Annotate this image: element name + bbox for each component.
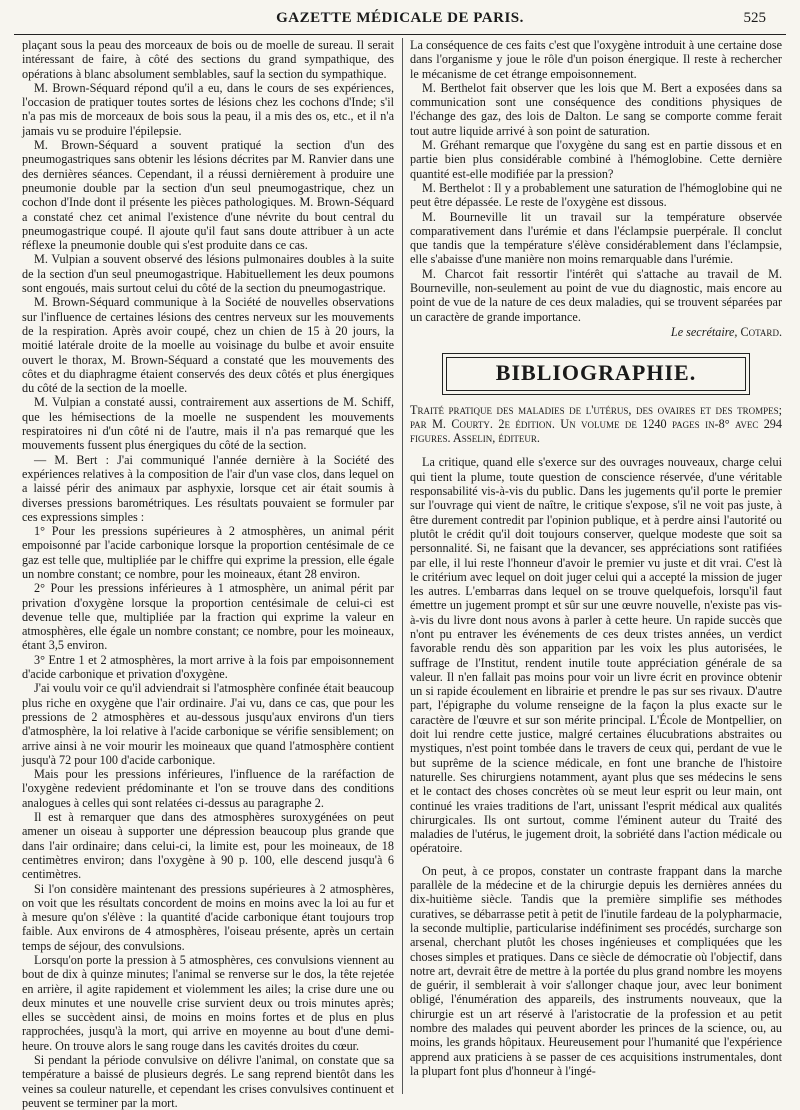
paragraph: M. Berthelot : Il y a probablement une saturation de l'hémoglobine qui ne peut être dépassée. Le reste de l'oxygène est dissous.	[410, 180, 782, 210]
paragraph: M. Brown-Séquard a souvent pratiqué la section d'un des pneumogastriques sans obtenir les lésions décrites par M. Ranvier dans une des dernières séances. Cependant, il a réussi dernièrement à produire une pneumonie double par la section d'un seul pneumogastrique, chez un cochon d'Inde dont il présente les pièces pathologiques. M. Brown-Séquard a constaté chez cet animal l'existence d'une névrite du bout central du pneumogastrique coupé. Il ajoute qu'il faut sans doute attribuer à un acte réflexe la pneumonie double qui s'est produite dans ce cas.	[22, 138, 394, 253]
signature	[410, 325, 782, 339]
section-title: BIBLIOGRAPHIE.	[495, 360, 697, 386]
paragraph: Si l'on considère maintenant des pressions supérieures à 2 atmosphères, on voit que les résultats concordent de moins en moins avec la loi au fur et à mesure qu'on s'élève : la quantité d'acide carbonique étant toujours trop faible. Aux environs de 4 atmosphères, l'oiseau présente, après un certain temps de séjour, des convulsions.	[22, 881, 394, 953]
paragraph: M. Brown-Séquard répond qu'il a eu, dans le cours de ses expériences, l'occasion de pratiquer toutes sortes de lésions chez les cochons d'Inde; s'il n'a pas mis de morceaux de bois sous la peau, il a mis des os, etc., et il n'a jamais vu se produire l'épilepsie.	[22, 80, 394, 138]
section-heading-box	[442, 353, 750, 394]
left-column	[22, 38, 394, 1110]
paragraph: M. Bourneville lit un travail sur la température observée comparativement dans l'urémie et dans l'éclampsie puerpérale. Il conclut que tandis que la température s'élève considérablement dans l'éclampsie, elle s'abaisse d'une manière non moins remarquable dans l'urémie.	[410, 209, 782, 267]
page-header	[14, 10, 786, 32]
signature-name: Cotard.	[740, 324, 782, 339]
paragraph: M. Berthelot fait observer que les lois que M. Bert a exposées dans sa communication sont une conséquence des conditions physiques de l'échange des gaz, des lois de Dalton. Le sang se comporte comme ferait tout autre liquide arrivé à son point de saturation.	[410, 80, 782, 138]
paragraph: 2° Pour les pressions inférieures à 1 atmosphère, un animal périt par privation d'oxygène lorsque la proportion centésimale de celui-ci est devenue telle que, multipliée par la fraction qui exprime la valeur en atmosphères, elle égale un nombre constant; ce nombre, pour les moineaux, étant 3,5 environ.	[22, 581, 394, 653]
paragraph: J'ai voulu voir ce qu'il adviendrait si l'atmosphère confinée était beaucoup plus riche en oxygène que l'air ordinaire. J'ai vu, dans ce cas, que pour les pressions de 2 atmosphères et au-dessous jusqu'aux environs d'un tiers d'atmosphère, la loi relative à l'acide carbonique se vérifie sensiblement; on arrive ainsi à ne voir mourir les moineaux que quand l'atmosphère contient jusqu'à 72 pour 100 d'acide carbonique.	[22, 681, 394, 767]
paragraph: M. Gréhant remarque que l'oxygène du sang est en partie dissous et en partie bien plus considérable combiné à l'hémoglobine. Cette dernière quantité est-elle modifiée par la pression?	[410, 138, 782, 181]
paragraph: M. Charcot fait ressortir l'intérêt qui s'attache au travail de M. Bourneville, non-seulement au point de vue du diagnostic, mais encore au point de vue de la nature de ces deux maladies, qui se trouvent séparées par un caractère de grande importance.	[410, 266, 782, 324]
paragraph: 1° Pour les pressions supérieures à 2 atmosphères, un animal périt empoisonné par l'acide carbonique lorsque la proportion centésimale de ce gaz est telle que, multipliée par le chiffre qui exprime la pression, elle égale un nombre constant; ce nombre, pour les moineaux, étant 28 environ.	[22, 524, 394, 581]
right-column	[410, 38, 782, 1096]
paragraph: M. Vulpian a souvent observé des lésions pulmonaires doubles à la suite de la section d'un seul pneumogastrique. Habituellement les deux poumons sont engoués, mais surtout celui du côté de la section du pneumogastrique.	[22, 252, 394, 296]
paragraph: Il est à remarquer que dans des atmosphères suroxygénées on peut amener un oiseau à supporter une dépression beaucoup plus grande que dans l'air ordinaire; dans celui-ci, la limite est, pour les moineaux, de 18 centimètres environ; dans l'oxygène à 90 p. 100, elle descend jusqu'à 6 centimètres.	[22, 810, 394, 882]
page-number: 525	[743, 10, 766, 26]
paragraph: plaçant sous la peau des morceaux de bois ou de moelle de sureau. Il serait intéressant de faire, à côté des sections du grand sympathique, des opérations à blanc absolument semblables, sauf la section du sympathique.	[22, 38, 394, 81]
paragraph: La conséquence de ces faits c'est que l'oxygène introduit à une certaine dose dans l'organisme y joue le rôle d'un poison énergique. Il reste à rechercher le mécanisme de cet étrange empoisonnement.	[410, 38, 782, 81]
bibliographic-reference: Traité pratique des maladies de l'utérus, des ovaires et des trompes; par M. Courty. 2e édition. Un volume de 1240 pages in-8° avec 294 figures. Asselin, éditeur.	[410, 402, 782, 446]
paragraph: 3° Entre 1 et 2 atmosphères, la mort arrive à la fois par empoisonnement d'acide carbonique et privation d'oxygène.	[22, 652, 394, 682]
paragraph: — M. Bert : J'ai communiqué l'année dernière à la Société des expériences relatives à la composition de l'air d'un vase clos, dans lequel on a laissé périr des animaux par asphyxie, lorsque cet air était soumis à diverses pressions barométriques. Les résultats pouvaient se formuler par ces expressions simples :	[22, 452, 394, 524]
paragraph: Lorsqu'on porte la pression à 5 atmosphères, ces convulsions viennent au bout de dix à quinze minutes; l'animal se renverse sur le dos, la tête rejetée en arrière, il agite rapidement et violemment les ailes; la crise dure une ou deux minutes et une nouvelle crise survient deux ou trois minutes après; elles se succèdent ainsi, de moins en moins fortes et de plus en plus rapprochées, jusqu'à la mort, qui arrive en moyenne au bout d'une demi-heure. On trouve alors le sang rouge dans les cavités droites du cœur.	[22, 953, 394, 1053]
journal-title: GAZETTE MÉDICALE DE PARIS.	[276, 10, 524, 26]
paragraph: Si pendant la période convulsive on délivre l'animal, on constate que sa température a baissé de plusieurs degrés. Le sang reprend bientôt dans les veines sa couleur naturelle, et cependant les crises convulsives continuent et peuvent se terminer par la mort.	[22, 1053, 394, 1110]
paragraph: M. Vulpian a constaté aussi, contrairement aux assertions de M. Schiff, que les hémisections de la moelle ne suspendent les mouvements respiratoires ni d'un côté ni de l'autre, mais il n'a pas remarqué que les mouvements fussent plus énergiques du côté de la section.	[22, 395, 394, 453]
paragraph: La critique, quand elle s'exerce sur des ouvrages nouveaux, charge celui qui tient la plume, toute question de conscience réservée, d'une véritable responsabilité vis-à-vis du public. Dans les jugements qu'il porte le premier sur l'ouvrage qui vient de naître, le critique s'expose, s'il ne voit pas juste, à être durement contredit par l'opinion publique, et à perdre ainsi l'autorité ou plutôt le crédit qu'il doit toujours conserver, quelque modeste que soit sa personnalité. Si, ne faisant que la devancer, ses appréciations sont ratifiées par elle, il lui reste l'honneur d'avoir le premier vu juste et dit vrai. C'est là le critérium avec lequel on doit juger celui qui a accepté la mission de juger les autres. L'embarras dans lequel on se trouve quelquefois, lorsqu'il faut émettre un jugement prompt et sûr sur une œuvre nouvelle, n'existe pas vis-à-vis du livre dont nous avons à parler à cette heure. Un rapide succès que n'ont pu entraver les événements de ces deux tristes années, un verdict favorable rendu dès son apparition par les voix les plus autorisées, le suffrage de l'Institut, rendent inutile toute appréciation générale de sa valeur. Il n'en fallait pas moins pour voir un livre écrit en province obtenir un si rapide écoulement en librairie et prendre le pas sur ses rivaux. D'autre part, l'épigraphe du volume renseigne de la façon la plus exacte sur le caractère de l'œuvre et sur son mérite principal. L'École de Montpellier, on doit lui rendre cette justice, malgré certaines élucubrations abstraites ou mystiques, n'est point tombée dans le travers de ceux qui, perdant de vue le but suprême de la science médicale, en font une branche de l'histoire naturelle. Ses chirurgiens notamment, ayant plus que ses médecins le sens et le contact des choses concrètes où se meut leur esprit ou leur main, ont continué les vraies traditions de l'art, unissant l'esprit médical aux qualités chirurgicales. Ils ont surtout, comme l'éminent auteur du Traité des maladies de l'utérus, le jugement droit, la sobriété dans l'action médicale ou opératoire.	[410, 455, 782, 856]
paragraph: On peut, à ce propos, constater un contraste frappant dans la marche parallèle de la médecine et de la chirurgie depuis les dernières années du dix-huitième siècle. Tandis que la première simplifie ses méthodes curatives, se débarrasse petit à petit de l'inutile fardeau de la polypharmacie, la seconde multiplie, particularise indéfiniment ses procédés, surcharge son arsenal, cherchant plutôt les choses ingénieuses et compliquées que les choses simples et pratiques. Dans ce siècle de démocratie où l'objectif, dans notre art, devrait être de mettre à la portée du plus grand nombre les moyens de guérir, il semblerait à voir s'allonger chaque jour, avec leur boniment obligé, l'énumération des appareils, des instruments nouveaux, que la chirurgie est un art réservé à l'aristocratie de la profession et au petit nombre des malades qui peuvent aborder les princes de la science, ou, au moins, les grands hôpitaux. Heureusement pour l'humanité que l'expérience apprend aux praticiens à se passer de ces acquisitions instrumentales, dont la plupart font plus d'honneur à l'ingé-	[410, 863, 782, 1078]
header-rule	[14, 34, 786, 35]
signature-role: Le secrétaire,	[670, 324, 738, 339]
paragraph: M. Brown-Séquard communique à la Société de nouvelles observations sur l'influence de certaines lésions des centres nerveux sur les mouvements de la respiration. Après avoir coupé, chez un chien de 15 à 20 jours, la moitié latérale droite de la moelle au voisinage du bulbe et avoir ensuite ouvert le thorax, M. Brown-Séquard a constaté que les mouvements des côtes et du diaphragme étaient conservés des deux côtés et plus énergiques du côté de la section de la moelle.	[22, 295, 394, 396]
column-divider	[402, 38, 403, 1094]
paragraph: Mais pour les pressions inférieures, l'influence de la raréfaction de l'oxygène redevient prédominante et l'on se trouve dans des conditions analogues à celles qui sont relatées ci-dessus au paragraphe 2.	[22, 767, 394, 810]
